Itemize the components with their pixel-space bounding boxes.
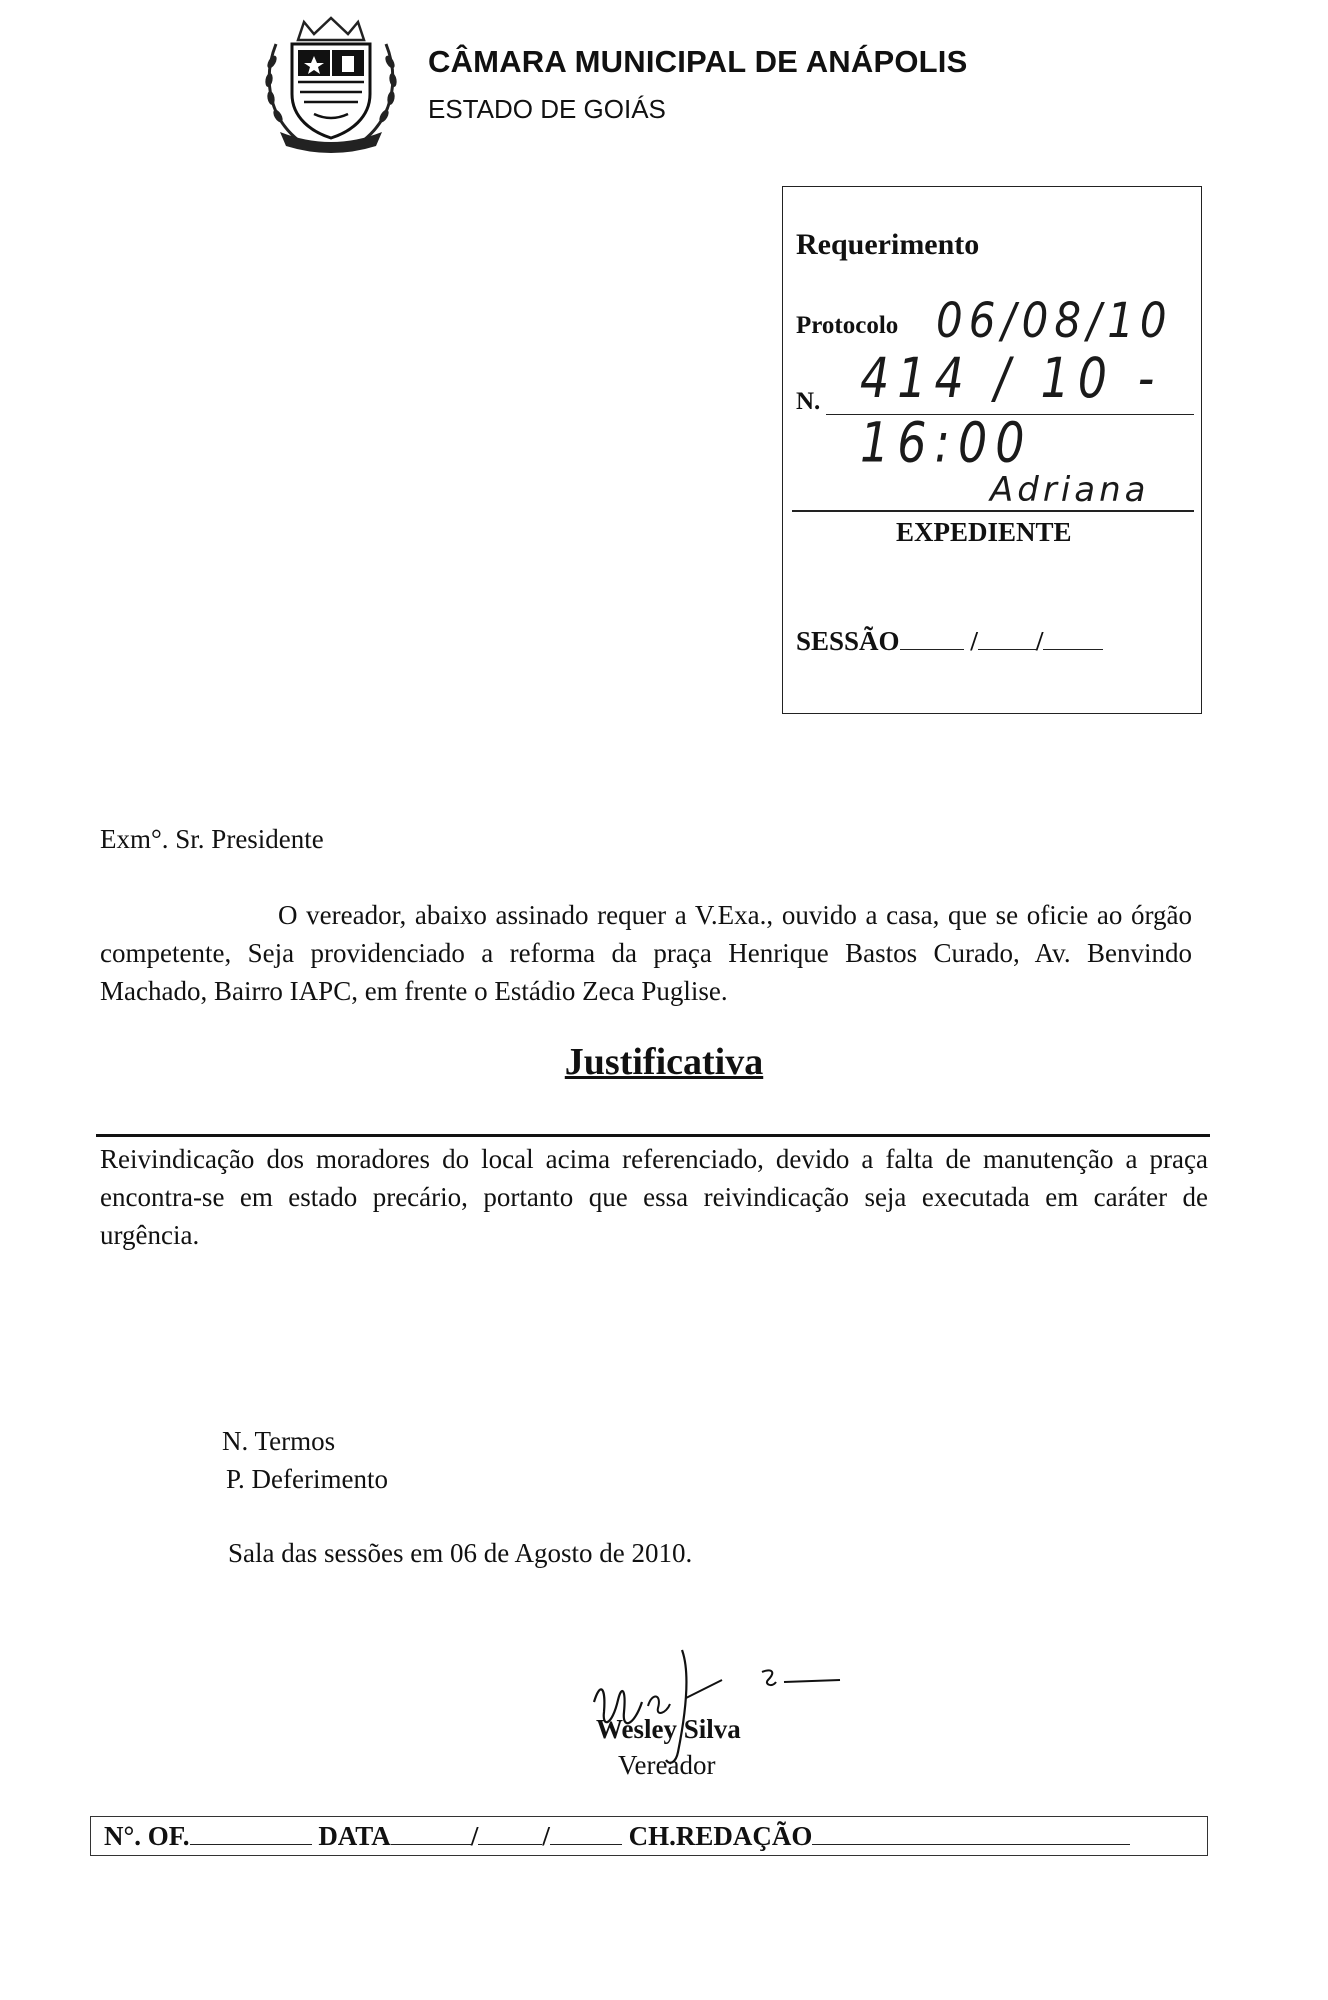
signer-name: Wesley Silva — [596, 1714, 741, 1744]
receiver-signature-line — [792, 510, 1194, 512]
institution-name: CÂMARA MUNICIPAL DE ANÁPOLIS — [428, 44, 968, 79]
number-handwritten: 414 / 10 - 16:00 — [860, 345, 1163, 475]
expediente-label: EXPEDIENTE — [896, 517, 1072, 547]
redaction-label: CH.REDAÇÃO — [628, 1821, 813, 1851]
date-label: DATA — [318, 1821, 391, 1851]
office-number-label: N°. OF. — [104, 1821, 190, 1851]
signer-role: Vereador — [618, 1750, 716, 1780]
session-date-field: SESSÃO / / — [796, 625, 1103, 657]
place-and-date: Sala das sessões em 06 de Agosto de 2010. — [228, 1538, 693, 1568]
salutation: Exm°. Sr. Presidente — [100, 824, 324, 854]
request-title: Requerimento — [796, 228, 980, 261]
municipal-coat-of-arms-icon — [258, 14, 404, 154]
request-paragraph: O vereador, abaixo assinado requer a V.Exa., ouvido a casa, que se oficie ao órgão competente, Seja providenciado a reforma da praça Henrique Bastos Curado, Av. Benvindo Machado, Bairro IAPC, em frente o Estádio Zeca Puglise. — [100, 900, 1192, 1006]
number-label: N. — [796, 388, 821, 415]
institution-state: ESTADO DE GOIÁS — [428, 94, 666, 124]
footer-fields: N°. OF. DATA / / CH.REDAÇÃO — [104, 1821, 1130, 1852]
closing-terms: N. Termos — [222, 1426, 336, 1456]
justification-heading: Justificativa — [564, 1041, 764, 1083]
receiver-signature-handwritten: Adriana — [990, 470, 1150, 510]
closing-deferment: P. Deferimento — [226, 1464, 388, 1494]
protocol-handwritten-date: 06/08/10 — [936, 292, 1173, 349]
protocol-label: Protocolo — [796, 312, 899, 339]
justification-paragraph: Reivindicação dos moradores do local acima referenciado, devido a falta de manutenção a praça encontra-se em estado precário, portanto que essa reivindicação seja executada em caráter de urgência. — [100, 1144, 1208, 1250]
session-label: SESSÃO — [796, 626, 900, 656]
justification-divider — [96, 1134, 1210, 1137]
